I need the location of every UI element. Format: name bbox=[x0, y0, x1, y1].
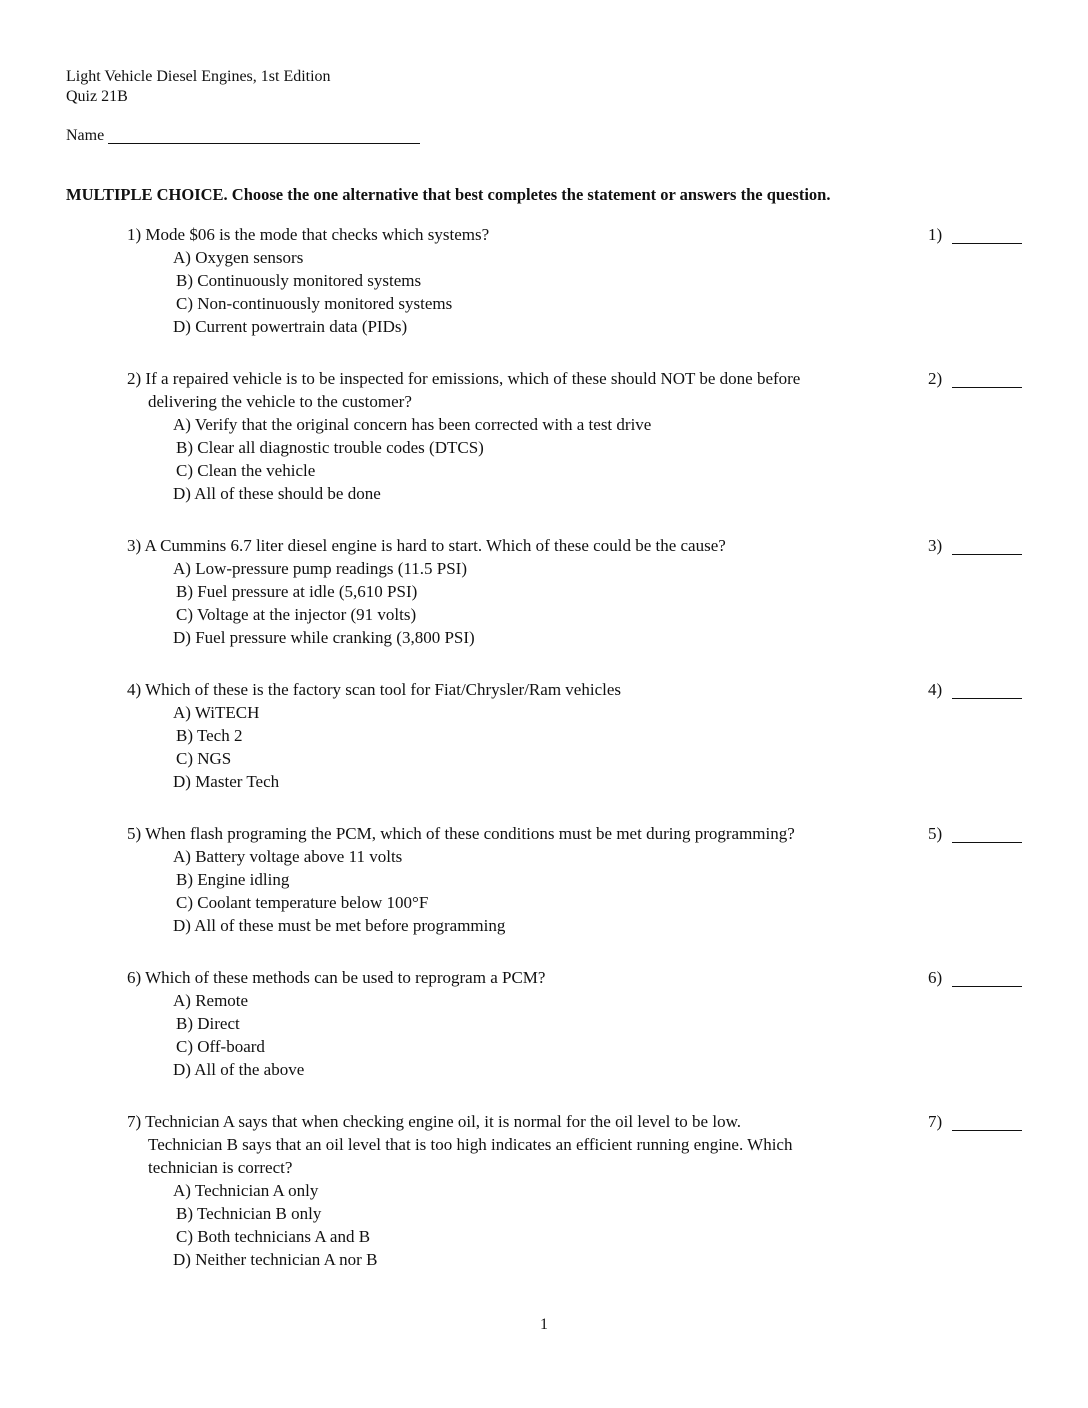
option-c: C) Both technicians A and B bbox=[176, 1227, 371, 1246]
question-number: 7) bbox=[127, 1112, 142, 1131]
question-1 bbox=[127, 223, 917, 338]
question-stem-cont: technician is correct? bbox=[148, 1158, 293, 1177]
question-6 bbox=[127, 966, 917, 1081]
question-stem: Technician A says that when checking engine oil, it is normal for the oil level to be low. bbox=[145, 1112, 741, 1131]
option-a: A) Oxygen sensors bbox=[173, 248, 304, 267]
answer-label: 2) bbox=[928, 369, 943, 388]
answer-slot-3[interactable] bbox=[928, 534, 1022, 557]
answer-blank[interactable] bbox=[952, 686, 1022, 699]
answer-label: 1) bbox=[928, 225, 943, 244]
option-b: B) Direct bbox=[176, 1014, 240, 1033]
option-c: C) Off-board bbox=[176, 1037, 265, 1056]
answer-label: 3) bbox=[928, 536, 943, 555]
quiz-id: Quiz 21B bbox=[66, 88, 128, 105]
option-c: C) Non-continuously monitored systems bbox=[176, 294, 453, 313]
answer-label: 7) bbox=[928, 1112, 943, 1131]
option-b: B) Fuel pressure at idle (5,610 PSI) bbox=[176, 582, 418, 601]
option-d: D) Master Tech bbox=[173, 772, 280, 791]
question-stem-cont: delivering the vehicle to the customer? bbox=[148, 392, 412, 411]
question-number: 4) bbox=[127, 680, 142, 699]
answer-slot-4[interactable] bbox=[928, 678, 1022, 701]
option-d: D) Fuel pressure while cranking (3,800 PSI) bbox=[173, 628, 475, 647]
option-b: B) Tech 2 bbox=[176, 726, 243, 745]
answer-label: 5) bbox=[928, 824, 943, 843]
question-stem: Mode $06 is the mode that checks which systems? bbox=[145, 225, 490, 244]
page-number: 1 bbox=[540, 1316, 548, 1333]
answer-slot-2[interactable] bbox=[928, 367, 1022, 390]
option-a: A) Battery voltage above 11 volts bbox=[173, 847, 403, 866]
question-number: 5) bbox=[127, 824, 142, 843]
option-a: A) Remote bbox=[173, 991, 249, 1010]
question-7 bbox=[127, 1110, 917, 1271]
name-field-line[interactable] bbox=[108, 143, 420, 144]
question-stem: Which of these methods can be used to reprogram a PCM? bbox=[145, 968, 546, 987]
question-5 bbox=[127, 822, 917, 937]
option-d: D) All of these should be done bbox=[173, 484, 381, 503]
question-2 bbox=[127, 367, 917, 505]
question-number: 1) bbox=[127, 225, 142, 244]
question-stem: A Cummins 6.7 liter diesel engine is hard to start. Which of these could be the cause? bbox=[144, 536, 726, 555]
answer-slot-7[interactable] bbox=[928, 1110, 1022, 1133]
question-number: 6) bbox=[127, 968, 142, 987]
question-stem-cont: Technician B says that an oil level that is too high indicates an efficient running engine. Which bbox=[148, 1135, 793, 1154]
answer-blank[interactable] bbox=[952, 375, 1022, 388]
question-number: 2) bbox=[127, 369, 142, 388]
answer-slot-1[interactable] bbox=[928, 223, 1022, 246]
option-a: A) Low-pressure pump readings (11.5 PSI) bbox=[173, 559, 467, 578]
answer-blank[interactable] bbox=[952, 542, 1022, 555]
option-d: D) Current powertrain data (PIDs) bbox=[173, 317, 408, 336]
option-b: B) Technician B only bbox=[176, 1204, 322, 1223]
question-3 bbox=[127, 534, 917, 649]
document-title: Light Vehicle Diesel Engines, 1st Edition bbox=[66, 68, 331, 85]
question-4 bbox=[127, 678, 917, 793]
option-c: C) NGS bbox=[176, 749, 232, 768]
answer-blank[interactable] bbox=[952, 1118, 1022, 1131]
question-stem: Which of these is the factory scan tool for Fiat/Chrysler/Ram vehicles bbox=[145, 680, 621, 699]
option-c: C) Voltage at the injector (91 volts) bbox=[176, 605, 417, 624]
option-c: C) Coolant temperature below 100°F bbox=[176, 893, 429, 912]
option-d: D) All of the above bbox=[173, 1060, 305, 1079]
instructions: MULTIPLE CHOICE. Choose the one alternative that best completes the statement or answers the question. bbox=[66, 185, 831, 204]
option-a: A) Technician A only bbox=[173, 1181, 319, 1200]
question-stem: When flash programing the PCM, which of these conditions must be met during programming? bbox=[145, 824, 795, 843]
option-b: B) Engine idling bbox=[176, 870, 290, 889]
answer-slot-5[interactable] bbox=[928, 822, 1022, 845]
option-b: B) Continuously monitored systems bbox=[176, 271, 422, 290]
option-a: A) WiTECH bbox=[173, 703, 260, 722]
answer-blank[interactable] bbox=[952, 830, 1022, 843]
option-c: C) Clean the vehicle bbox=[176, 461, 316, 480]
answer-blank[interactable] bbox=[952, 974, 1022, 987]
question-stem: If a repaired vehicle is to be inspected for emissions, which of these should NOT be done before bbox=[145, 369, 801, 388]
answer-slot-6[interactable] bbox=[928, 966, 1022, 989]
question-number: 3) bbox=[127, 536, 142, 555]
answer-blank[interactable] bbox=[952, 231, 1022, 244]
name-label: Name bbox=[66, 127, 105, 144]
option-b: B) Clear all diagnostic trouble codes (DTCS) bbox=[176, 438, 484, 457]
option-a: A) Verify that the original concern has been corrected with a test drive bbox=[173, 415, 652, 434]
answer-label: 4) bbox=[928, 680, 943, 699]
option-d: D) All of these must be met before programming bbox=[173, 916, 506, 935]
option-d: D) Neither technician A nor B bbox=[173, 1250, 378, 1269]
answer-label: 6) bbox=[928, 968, 943, 987]
